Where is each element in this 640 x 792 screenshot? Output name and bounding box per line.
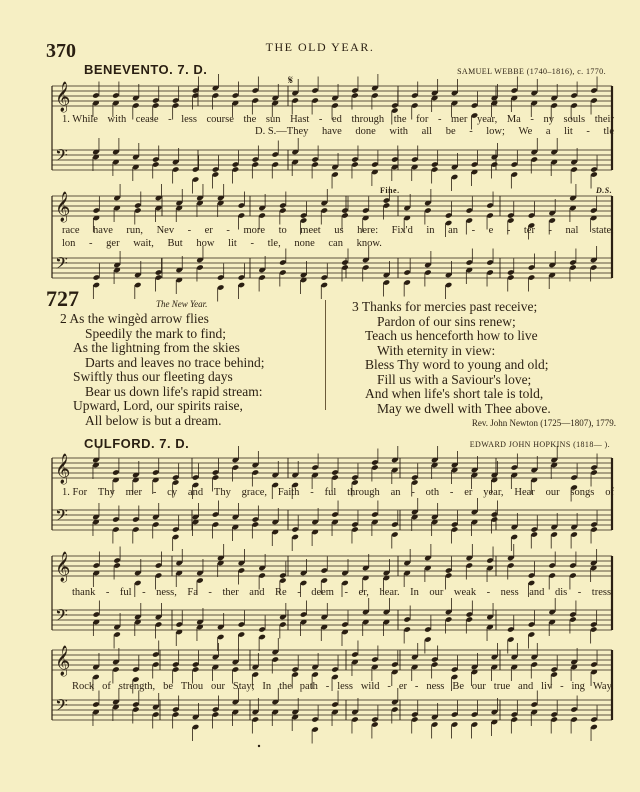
lyric-syllable: We xyxy=(518,126,533,137)
lyric-syllable: wild xyxy=(360,681,380,692)
stanza-line: 3 Thanks for mercies past receive; xyxy=(352,299,538,314)
stanza-line: All below is but a dream. xyxy=(85,412,222,428)
lyric-syllable: none xyxy=(294,238,315,249)
syllable-hyphen: - xyxy=(250,238,254,249)
lyric-syllable: with xyxy=(389,126,409,137)
lyric-syllable: er, xyxy=(358,587,369,598)
composer-hopkins: EDWARD JOHN HOPKINS (1818— ). xyxy=(469,440,610,449)
stanza-line: Darts and leaves no trace behind; xyxy=(85,354,265,370)
lyric-syllable: us xyxy=(334,225,344,236)
syllable-hyphen: - xyxy=(577,587,582,598)
lyric-syllable: er xyxy=(464,487,473,498)
lyric-syllable: tle xyxy=(603,126,614,137)
lyric-syllable: lit xyxy=(564,126,573,137)
lyric-syllable: er xyxy=(204,225,213,236)
lyric-syllable: year, xyxy=(483,487,504,498)
stanza-line: With eternity in view: xyxy=(377,342,496,358)
lyric-syllable: a xyxy=(545,126,551,137)
lyric-syllable: be xyxy=(163,681,174,692)
lyric-syllable: our xyxy=(211,681,225,692)
treble-clef-icon: 𝄞 xyxy=(55,552,71,582)
lyric-syllable: cy xyxy=(167,487,178,498)
lyric-syllable: hear. xyxy=(379,587,400,598)
lyric-syllable: our xyxy=(429,587,444,598)
syllable-hyphen: - xyxy=(486,587,491,598)
lyric-syllable: 1. While xyxy=(62,114,98,125)
lyric-syllable: and xyxy=(249,587,265,598)
lyric-syllable: Fa xyxy=(187,587,198,598)
lyric-syllable: oth xyxy=(425,487,440,498)
lyric-syllable: souls xyxy=(563,114,586,125)
lyric-syllable: of xyxy=(605,487,614,498)
lyric-syllable: tress, xyxy=(591,587,614,598)
segno-icon: 𝄋 xyxy=(288,73,294,87)
syllable-hyphen: - xyxy=(89,238,93,249)
page-dot xyxy=(258,745,260,747)
lyric-syllable: 1. For xyxy=(62,487,88,498)
syllable-hyphen: - xyxy=(387,681,391,692)
stanza-line: Fill us with a Saviour's love; xyxy=(377,371,532,387)
treble-clef-icon: 𝄞 xyxy=(55,646,71,676)
stanza-3 xyxy=(352,300,551,416)
syllable-hyphen: - xyxy=(226,225,230,236)
lyric-syllable: Rock xyxy=(72,681,95,692)
syllable-hyphen: - xyxy=(168,114,172,125)
lyric-syllable: ther xyxy=(222,587,239,598)
bass-clef-icon: 𝄢 xyxy=(55,253,68,277)
lyric-syllable: Nev xyxy=(156,225,175,236)
lyric-syllable: e xyxy=(488,225,494,236)
lyric-syllable: of xyxy=(102,681,111,692)
lyric-syllable: less xyxy=(337,681,353,692)
lyric-syllable: D. S.—They xyxy=(255,126,309,137)
syllable-hyphen: - xyxy=(506,225,511,236)
bass-clef-icon: 𝄢 xyxy=(55,505,68,529)
lyric-syllable: and xyxy=(187,487,204,498)
lyric-syllable: be xyxy=(445,126,456,137)
lyric-syllable: path xyxy=(299,681,318,692)
ds-mark: D.S. xyxy=(596,186,613,195)
lyric-syllable: how xyxy=(196,238,215,249)
lyric-syllable: ful xyxy=(324,487,337,498)
lyric-syllable: Fix'd xyxy=(391,225,413,236)
syllable-hyphen: - xyxy=(449,487,454,498)
lyric-syllable: our xyxy=(545,487,560,498)
lyric-syllable: Stay; xyxy=(232,681,255,692)
lyrics-benevento-line-1 xyxy=(62,114,614,125)
lyric-syllable: the xyxy=(243,114,257,125)
lyric-syllable: cease xyxy=(135,114,159,125)
stanza-line: Teach us henceforth how to live xyxy=(365,328,538,343)
lyric-syllable: sun xyxy=(265,114,281,125)
lyric-syllable: race xyxy=(62,225,80,236)
lyric-syllable: Re xyxy=(275,587,287,598)
column-divider xyxy=(325,300,326,410)
lyric-syllable: more xyxy=(243,225,266,236)
stanza-line: Bless Thy word to young and old; xyxy=(365,357,549,372)
lyric-syllable: er xyxy=(398,681,407,692)
lyric-syllable: ny xyxy=(543,114,554,125)
stanza-line: Bear us down life's rapid stream: xyxy=(85,383,263,399)
tune-title-culford: CULFORD. 7. D. xyxy=(84,436,190,451)
syllable-hyphen: - xyxy=(560,681,564,692)
lyric-syllable: the xyxy=(279,681,292,692)
lyric-syllable: In xyxy=(410,587,419,598)
syllable-hyphen: - xyxy=(530,114,534,125)
tune-title-benevento: BENEVENTO. 7. D. xyxy=(84,62,208,77)
lyric-syllable: grace, xyxy=(241,487,268,498)
author-attribution: Rev. John Newton (1725—1807), 1779. xyxy=(471,418,616,428)
treble-clef-icon: 𝄞 xyxy=(55,192,71,222)
lyric-syllable: In xyxy=(262,681,272,692)
stanza-line: And when life's short tale is told, xyxy=(365,386,544,401)
lyric-syllable: here: xyxy=(357,225,379,236)
syllable-hyphen: - xyxy=(548,225,552,236)
syllable-hyphen: - xyxy=(586,126,590,137)
lyric-syllable: ness xyxy=(500,587,519,598)
lyric-syllable: can xyxy=(328,238,343,249)
lyric-syllable: mer xyxy=(451,114,468,125)
lyric-syllable: ter xyxy=(523,225,535,236)
syllable-hyphen: - xyxy=(187,225,192,236)
lyrics-culford-line-2 xyxy=(72,587,614,598)
lyric-syllable: less xyxy=(181,114,197,125)
syllable-hyphen: - xyxy=(469,126,473,137)
lyric-syllable: true xyxy=(493,681,511,692)
lyric-syllable: ger xyxy=(106,238,120,249)
lyrics-culford-line-1 xyxy=(62,487,614,498)
lyric-syllable: Ma xyxy=(506,114,521,125)
syllable-hyphen: - xyxy=(105,587,110,598)
lyrics-benevento-line-2 xyxy=(255,126,614,137)
lyric-syllable: through xyxy=(347,487,380,498)
lyric-syllable: course xyxy=(206,114,234,125)
lyric-syllable: Be xyxy=(452,681,464,692)
syllable-hyphen: - xyxy=(437,114,442,125)
lyric-syllable: with xyxy=(107,114,127,125)
lyric-syllable: But xyxy=(167,238,183,249)
stanza-line: Swiftly thus our fleeting days xyxy=(73,369,233,384)
bass-clef-icon: 𝄢 xyxy=(55,605,68,629)
lyric-syllable: to xyxy=(278,225,287,236)
syllable-hyphen: - xyxy=(208,587,212,598)
fine-mark: Fine. xyxy=(380,186,400,195)
syllable-hyphen: - xyxy=(142,587,146,598)
lyrics-benevento-line-3 xyxy=(62,225,614,236)
stanza-line: May we dwell with Thee above. xyxy=(377,400,551,416)
syllable-hyphen: - xyxy=(310,487,314,498)
lyric-syllable: in xyxy=(426,225,435,236)
hymn-subtitle: The New Year. xyxy=(156,299,208,309)
lyric-syllable: ing xyxy=(571,681,585,692)
lyric-syllable: the xyxy=(393,114,407,125)
lyrics-culford-line-3 xyxy=(72,681,614,692)
lyric-syllable: have xyxy=(321,126,342,137)
lyric-syllable: songs xyxy=(570,487,595,498)
lyric-syllable: through xyxy=(351,114,385,125)
lyric-syllable: lon xyxy=(62,238,76,249)
lyric-syllable: and xyxy=(529,587,545,598)
lyrics-benevento-line-4 xyxy=(62,238,382,249)
treble-clef-icon: 𝄞 xyxy=(55,454,71,484)
lyric-syllable: thank xyxy=(72,587,96,598)
syllable-hyphen: - xyxy=(411,487,415,498)
lyric-syllable: all xyxy=(421,126,433,137)
syllable-hyphen: - xyxy=(325,681,330,692)
lyric-syllable: done xyxy=(355,126,376,137)
lyric-syllable: our xyxy=(471,681,486,692)
syllable-hyphen: - xyxy=(344,587,349,598)
stanza-line: Speedily the mark to find; xyxy=(85,325,226,341)
lyric-syllable: know. xyxy=(356,238,382,249)
stanza-line: Upward, Lord, our spirits raise, xyxy=(73,398,243,413)
lyric-syllable: have xyxy=(93,225,113,236)
lyric-syllable: Faith xyxy=(277,487,300,498)
running-title: THE OLD YEAR. xyxy=(265,40,375,54)
syllable-hyphen: - xyxy=(318,114,323,125)
page-number: 370 xyxy=(46,40,76,62)
lyric-syllable: nal xyxy=(565,225,579,236)
bass-clef-icon: 𝄢 xyxy=(55,145,68,169)
lyric-syllable: deem xyxy=(311,587,334,598)
stanza-line: As the lightning from the skies xyxy=(73,340,240,355)
lyric-syllable: Thy xyxy=(213,487,231,498)
syllable-hyphen: - xyxy=(152,487,157,498)
syllable-hyphen: - xyxy=(471,225,476,236)
lyric-syllable: and xyxy=(518,681,534,692)
lyric-syllable: ness xyxy=(426,681,445,692)
syllable-hyphen: - xyxy=(414,681,419,692)
lyric-syllable: liv xyxy=(541,681,553,692)
lyric-syllable: an xyxy=(390,487,401,498)
lyric-syllable: mer xyxy=(125,487,142,498)
bass-clef-icon: 𝄢 xyxy=(55,695,68,719)
lyric-syllable: low; xyxy=(486,126,505,137)
hymn-number: 727 xyxy=(46,286,79,311)
lyric-syllable: dis xyxy=(554,587,568,598)
lyric-syllable: weak xyxy=(453,587,477,598)
treble-clef-icon: 𝄞 xyxy=(55,82,71,112)
lyric-syllable: run, xyxy=(126,225,144,236)
lyric-syllable: Thou xyxy=(180,681,204,692)
lyric-syllable: strength, xyxy=(118,681,156,692)
stanza-2 xyxy=(60,312,265,428)
syllable-hyphen: - xyxy=(297,587,301,598)
composer-webbe: SAMUEL WEBBE (1740–1816), c. 1770. xyxy=(457,67,606,76)
lyric-syllable: Thy xyxy=(97,487,115,498)
lyric-syllable: state, xyxy=(591,225,614,236)
lyric-syllable: Hast xyxy=(290,114,310,125)
lyric-syllable: ful xyxy=(119,587,132,598)
lyric-syllable: Hear xyxy=(514,487,535,498)
stanza-line: 2 As the wingèd arrow flies xyxy=(60,311,209,326)
lyric-syllable: ed xyxy=(331,114,342,125)
lyric-syllable: wait, xyxy=(133,238,154,249)
lyric-syllable: year, xyxy=(476,114,498,125)
lyric-syllable: their xyxy=(594,114,614,125)
lyric-syllable: an xyxy=(448,225,459,236)
lyric-syllable: tle, xyxy=(267,238,281,249)
lyric-syllable: for xyxy=(416,114,429,125)
lyric-syllable: Way. xyxy=(592,681,614,692)
stanza-line: Pardon of our sins renew; xyxy=(377,313,516,329)
lyric-syllable: meet xyxy=(300,225,321,236)
lyric-syllable: ness, xyxy=(156,587,177,598)
lyric-syllable: lit xyxy=(228,238,237,249)
